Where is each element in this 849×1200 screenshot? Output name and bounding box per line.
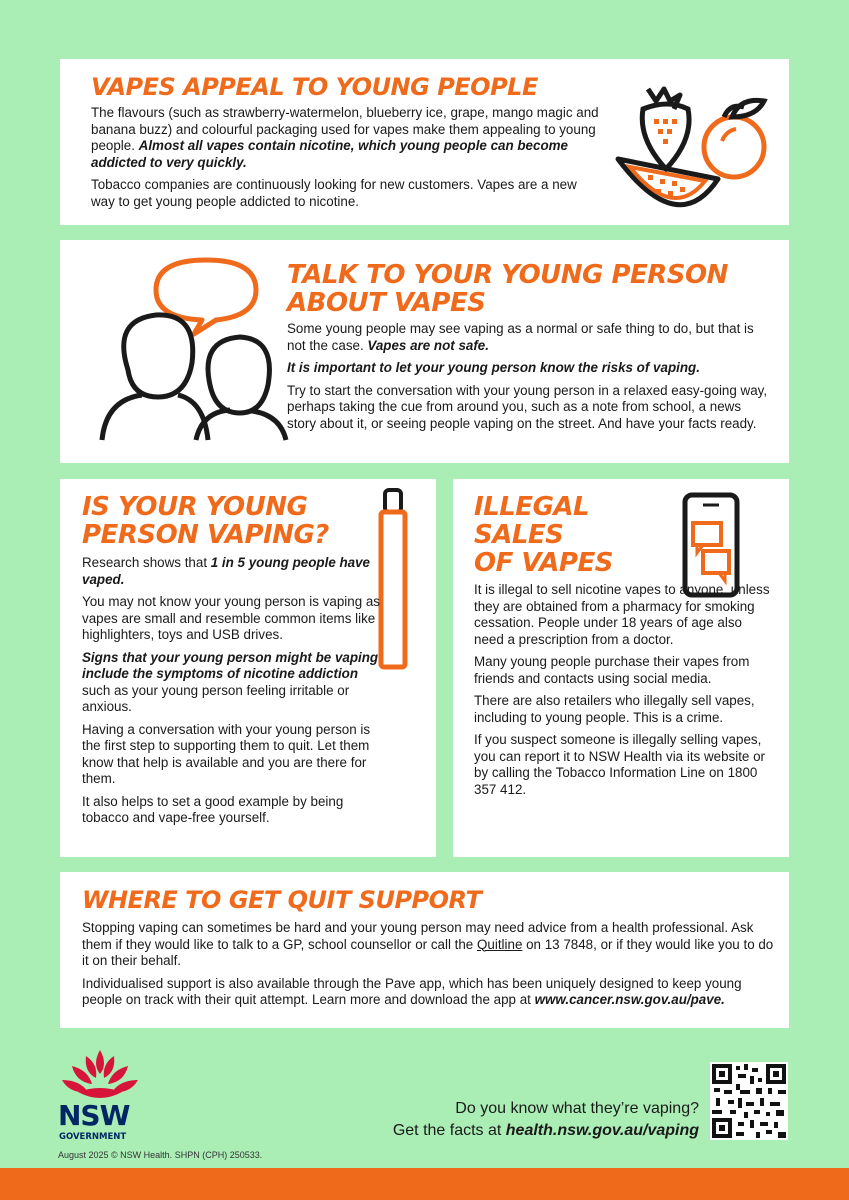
title-line: SALES (474, 520, 564, 550)
card-body (91, 105, 601, 216)
copyright-text: August 2025 © NSW Health. SHPN (CPH) 250533. (58, 1150, 263, 1160)
body-text: on 13 7848, or if they would like you to do it on their behalf. (82, 936, 774, 968)
body-text: such as your young person feeling irritable or anxious. (82, 682, 350, 714)
paragraph: Try to start the conversation with your young person in a relaxed easy-going way, perhaps taking the cue from around you, such as a note from school, a news story about it, or seeing people vaping on the street. And have your facts ready. (287, 382, 768, 431)
title-line: OF VAPES (474, 548, 613, 578)
body-text: Individualised support is also available through the Pave app, which has been uniquely designed to keep young people on track with their quit attempt. Learn more and download the app at (82, 975, 742, 1007)
emphasis-text: It is important to let your young person know the risks of vaping. (287, 360, 700, 375)
card-body (474, 582, 774, 804)
waratah-icon (58, 1048, 142, 1102)
paragraph: If you suspect someone is illegally selling vapes, you can report it to NSW Health via its website or by calling the Tobacco Information Line on 1800 357 412. (474, 732, 765, 797)
paragraph (82, 976, 774, 1009)
paragraph (91, 105, 601, 171)
card-illegal-sales (453, 479, 789, 857)
paragraph: It is illegal to sell nicotine vapes to anyone, unless they are obtained from a pharmacy for smoking cessation. People under 18 years of age also need a prescription from a doctor. (474, 582, 770, 647)
card-title (82, 493, 329, 549)
card-title (287, 261, 728, 317)
paragraph (82, 555, 388, 588)
card-body (82, 555, 388, 833)
card-body (287, 321, 773, 438)
fruit-icon (608, 79, 778, 219)
card-body (82, 920, 774, 1015)
emphasis-text: Almost all vapes contain nicotine, which young people can become addicted to very quickly. (91, 138, 568, 170)
people-talking-icon (88, 255, 298, 450)
body-text: Stopping vaping can sometimes be hard and your young person may need advice from a health professional. Ask them if they would like to talk to a GP, school counsellor or call the (82, 920, 754, 952)
pave-link[interactable]: www.cancer.nsw.gov.au/pave. (534, 992, 725, 1007)
quitline-link[interactable]: Quitline (476, 936, 523, 952)
logo-government-text: GOVERNMENT (59, 1132, 127, 1142)
emphasis-text: Signs that your young person might be vaping include the symptoms of nicotine addiction (82, 649, 379, 681)
emphasis-text: Vapes are not safe. (367, 337, 489, 353)
card-is-young-person-vaping (60, 479, 436, 857)
paragraph (287, 321, 773, 354)
tagline-line1: Do you know what they’re vaping? (455, 1100, 699, 1117)
bottom-orange-bar (0, 1168, 849, 1200)
paragraph: There are also retailers who illegally sell vapes, including to young people. This is a crime. (474, 693, 755, 725)
card-vapes-appeal (60, 59, 789, 225)
card-talk-to-young-person (60, 240, 789, 463)
paragraph (287, 360, 773, 377)
paragraph: Having a conversation with your young person is the first step to supporting them to quit. Let them know that help is available and you are there for them. (82, 721, 371, 786)
card-title: VAPES APPEAL TO YOUNG PEOPLE (91, 73, 538, 101)
title-line: TALK TO YOUR YOUNG PERSON (287, 260, 728, 290)
paragraph: Many young people purchase their vapes from friends and contacts using social media. (474, 654, 750, 686)
footer-tagline (393, 1098, 699, 1142)
paragraph: Tobacco companies are continuously looking for new customers. Vapes are a new way to get young people addicted to nicotine. (91, 177, 577, 209)
card-title (474, 493, 613, 577)
qr-code-icon[interactable] (710, 1062, 788, 1140)
body-text: Some young people may see vaping as a normal or safe thing to do, but that is not the case. (287, 321, 754, 353)
body-text: Research shows that (82, 555, 211, 570)
emphasis-text: 1 in 5 young people have vaped. (82, 555, 371, 587)
nsw-government-logo (58, 1048, 148, 1148)
paragraph (82, 920, 774, 970)
vaping-site-link[interactable]: health.nsw.gov.au/vaping (505, 1122, 699, 1139)
logo-nsw-text: NSW (58, 1099, 130, 1132)
card-title: WHERE TO GET QUIT SUPPORT (82, 886, 482, 914)
title-line: ABOUT VAPES (287, 288, 486, 318)
paragraph: It also helps to set a good example by being tobacco and vape-free yourself. (82, 793, 344, 825)
title-line: IS YOUR YOUNG (82, 492, 308, 522)
tagline-line2 (393, 1120, 699, 1142)
paragraph: You may not know your young person is vaping as vapes are small and resemble common items like highlighters, toys and USB drives. (82, 594, 380, 642)
title-line: PERSON VAPING? (82, 520, 329, 550)
title-line: ILLEGAL (474, 492, 590, 522)
paragraph (82, 650, 388, 716)
tagline-text: Get the facts at (392, 1122, 506, 1139)
body-text: The flavours (such as strawberry-watermelon, blueberry ice, grape, mango magic and banana buzz) and colourful packaging used for vapes make them appealing to young people. (91, 105, 599, 153)
card-quit-support (60, 872, 789, 1028)
